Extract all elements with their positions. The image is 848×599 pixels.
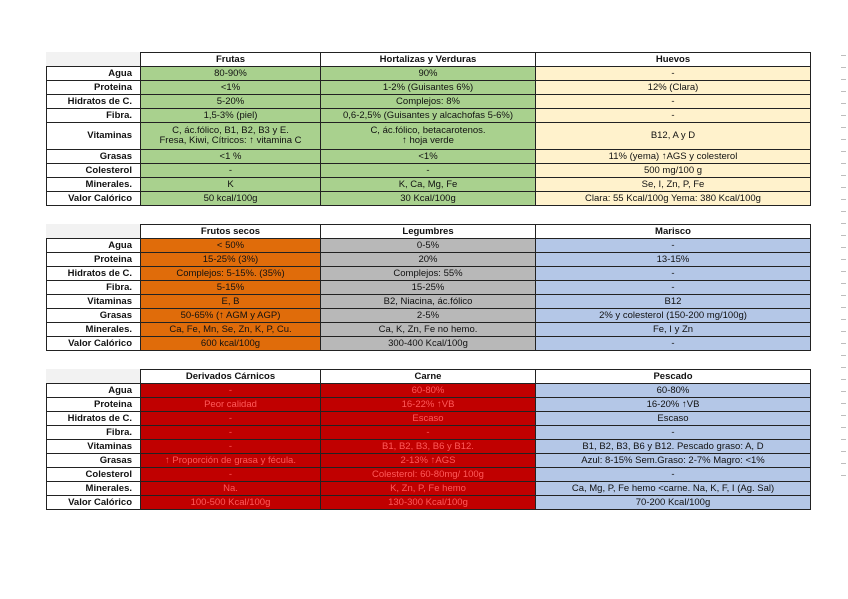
cell: 60-80%: [536, 384, 811, 398]
table-row: [47, 192, 811, 206]
cell: < 50%: [141, 239, 321, 253]
cell: -: [141, 164, 321, 178]
row-label: Fibra.: [47, 109, 141, 123]
cell: 130-300 Kcal/100g: [321, 496, 536, 510]
header-frutas: Frutas: [141, 53, 321, 67]
table-row: [47, 454, 811, 468]
cell: 50 kcal/100g: [141, 192, 321, 206]
table-row: [47, 384, 811, 398]
table-row: [47, 440, 811, 454]
table-row: [47, 253, 811, 267]
cell: Peor calidad: [141, 398, 321, 412]
row-label: Valor Calórico: [47, 192, 141, 206]
table-row: [47, 239, 811, 253]
cell: Ca, Mg, P, Fe hemo <carne. Na, K, F, I (Ag. Sal): [536, 482, 811, 496]
cell: 0,6-2,5% (Guisantes y alcachofas 5-6%): [321, 109, 536, 123]
table-row: [47, 150, 811, 164]
cell: -: [536, 337, 811, 351]
cell: Colesterol: 60-80mg/ 100g: [321, 468, 536, 482]
cell: 60-80%: [321, 384, 536, 398]
spreadsheet-area: [46, 52, 810, 510]
row-label: Agua: [47, 239, 141, 253]
table-row: [47, 412, 811, 426]
table-row: [47, 95, 811, 109]
cell: -: [141, 426, 321, 440]
cell: Complejos: 5-15%. (35%): [141, 267, 321, 281]
row-label: Fibra.: [47, 281, 141, 295]
row-label: Fibra.: [47, 426, 141, 440]
cell: 500 mg/100 g: [536, 164, 811, 178]
cell: B1, B2, B3, B6 y B12.: [321, 440, 536, 454]
header-corner: [47, 53, 141, 67]
row-label: Hidratos de C.: [47, 267, 141, 281]
cell: 20%: [321, 253, 536, 267]
cell: 300-400 Kcal/100g: [321, 337, 536, 351]
row-label: Grasas: [47, 150, 141, 164]
table-row: [47, 164, 811, 178]
cell: <1 %: [141, 150, 321, 164]
row-label: Hidratos de C.: [47, 95, 141, 109]
row-label: Minerales.: [47, 482, 141, 496]
row-label: Colesterol: [47, 468, 141, 482]
table-row: [47, 67, 811, 81]
table-derivados-carne-pescado: [46, 369, 811, 510]
table-header-row: [47, 370, 811, 384]
header-legumbres: Legumbres: [321, 225, 536, 239]
table-row: [47, 426, 811, 440]
cell: 16-20% ↑VB: [536, 398, 811, 412]
cell: 11% (yema) ↑AGS y colesterol: [536, 150, 811, 164]
row-label: Colesterol: [47, 164, 141, 178]
cell: Ca, Fe, Mn, Se, Zn, K, P, Cu.: [141, 323, 321, 337]
cell: -: [536, 267, 811, 281]
cell: Complejos: 55%: [321, 267, 536, 281]
cell: -: [321, 426, 536, 440]
header-marisco: Marisco: [536, 225, 811, 239]
cell: -: [536, 281, 811, 295]
row-label: Valor Calórico: [47, 337, 141, 351]
table-row: [47, 109, 811, 123]
header-hortalizas: Hortalizas y Verduras: [321, 53, 536, 67]
cell: 90%: [321, 67, 536, 81]
right-edge-ticks: [841, 55, 848, 487]
header-frutos-secos: Frutos secos: [141, 225, 321, 239]
cell: 1,5-3% (piel): [141, 109, 321, 123]
table-row: [47, 267, 811, 281]
row-label: Proteina: [47, 253, 141, 267]
table-row: [47, 482, 811, 496]
cell: B2, Niacina, ác.fólico: [321, 295, 536, 309]
cell: Na.: [141, 482, 321, 496]
table-gap: [46, 351, 810, 369]
cell: -: [141, 412, 321, 426]
row-label: Proteina: [47, 81, 141, 95]
cell: Clara: 55 Kcal/100g Yema: 380 Kcal/100g: [536, 192, 811, 206]
cell: Escaso: [321, 412, 536, 426]
row-label: Minerales.: [47, 178, 141, 192]
cell: K, Zn, P, Fe hemo: [321, 482, 536, 496]
cell: 80-90%: [141, 67, 321, 81]
cell: Se, I, Zn, P, Fe: [536, 178, 811, 192]
table-row: [47, 295, 811, 309]
row-label: Vitaminas: [47, 123, 141, 150]
cell: -: [536, 95, 811, 109]
table-header-row: [47, 225, 811, 239]
cell: 15-25% (3%): [141, 253, 321, 267]
cell: C, ác.fólico, B1, B2, B3 y E. Fresa, Kiwi, Cítricos: ↑ vitamina C: [141, 123, 321, 150]
row-label: Agua: [47, 384, 141, 398]
cell: Escaso: [536, 412, 811, 426]
table-frutas-hortalizas-huevos: [46, 52, 811, 206]
cell: 2% y colesterol (150-200 mg/100g): [536, 309, 811, 323]
cell: 70-200 Kcal/100g: [536, 496, 811, 510]
row-label: Vitaminas: [47, 440, 141, 454]
cell: 2-13% ↑AGS: [321, 454, 536, 468]
cell: -: [536, 239, 811, 253]
cell: -: [536, 468, 811, 482]
cell: Azul: 8-15% Sem.Graso: 2-7% Magro: <1%: [536, 454, 811, 468]
table-row: [47, 337, 811, 351]
cell: 2-5%: [321, 309, 536, 323]
table-row: [47, 398, 811, 412]
cell: -: [141, 440, 321, 454]
table-row: [47, 81, 811, 95]
header-pescado: Pescado: [536, 370, 811, 384]
cell: 1-2% (Guisantes 6%): [321, 81, 536, 95]
cell: 5-15%: [141, 281, 321, 295]
cell: 50-65% (↑ AGM y AGP): [141, 309, 321, 323]
cell: Complejos: 8%: [321, 95, 536, 109]
table-gap: [46, 206, 810, 224]
row-label: Agua: [47, 67, 141, 81]
cell: -: [141, 384, 321, 398]
header-derivados-carnicos: Derivados Cárnicos: [141, 370, 321, 384]
cell: 12% (Clara): [536, 81, 811, 95]
header-corner: [47, 370, 141, 384]
cell: C, ác.fólico, betacarotenos. ↑ hoja verde: [321, 123, 536, 150]
cell: 13-15%: [536, 253, 811, 267]
row-label: Hidratos de C.: [47, 412, 141, 426]
cell: E, B: [141, 295, 321, 309]
cell: Ca, K, Zn, Fe no hemo.: [321, 323, 536, 337]
table-frutos-legumbres-marisco: [46, 224, 811, 351]
table-row: [47, 281, 811, 295]
cell: K, Ca, Mg, Fe: [321, 178, 536, 192]
table-header-row: [47, 53, 811, 67]
table-row: [47, 123, 811, 150]
cell: Fe, I y Zn: [536, 323, 811, 337]
cell: 16-22% ↑VB: [321, 398, 536, 412]
header-huevos: Huevos: [536, 53, 811, 67]
cell: B12, A y D: [536, 123, 811, 150]
cell: <1%: [321, 150, 536, 164]
cell: 15-25%: [321, 281, 536, 295]
row-label: Valor Calórico: [47, 496, 141, 510]
row-label: Minerales.: [47, 323, 141, 337]
cell: 5-20%: [141, 95, 321, 109]
cell: -: [141, 468, 321, 482]
cell: -: [536, 109, 811, 123]
cell: B1, B2, B3, B6 y B12. Pescado graso: A, D: [536, 440, 811, 454]
row-label: Grasas: [47, 309, 141, 323]
table-row: [47, 496, 811, 510]
table-row: [47, 323, 811, 337]
row-label: Grasas: [47, 454, 141, 468]
table-row: [47, 178, 811, 192]
cell: 100-500 Kcal/100g: [141, 496, 321, 510]
cell: -: [536, 67, 811, 81]
cell: -: [321, 164, 536, 178]
cell: K: [141, 178, 321, 192]
cell: ↑ Proporción de grasa y fécula.: [141, 454, 321, 468]
cell: 30 Kcal/100g: [321, 192, 536, 206]
cell: -: [536, 426, 811, 440]
header-corner: [47, 225, 141, 239]
table-row: [47, 309, 811, 323]
cell: <1%: [141, 81, 321, 95]
cell: B12: [536, 295, 811, 309]
cell: 0-5%: [321, 239, 536, 253]
header-carne: Carne: [321, 370, 536, 384]
cell: 600 kcal/100g: [141, 337, 321, 351]
row-label: Vitaminas: [47, 295, 141, 309]
row-label: Proteina: [47, 398, 141, 412]
table-row: [47, 468, 811, 482]
